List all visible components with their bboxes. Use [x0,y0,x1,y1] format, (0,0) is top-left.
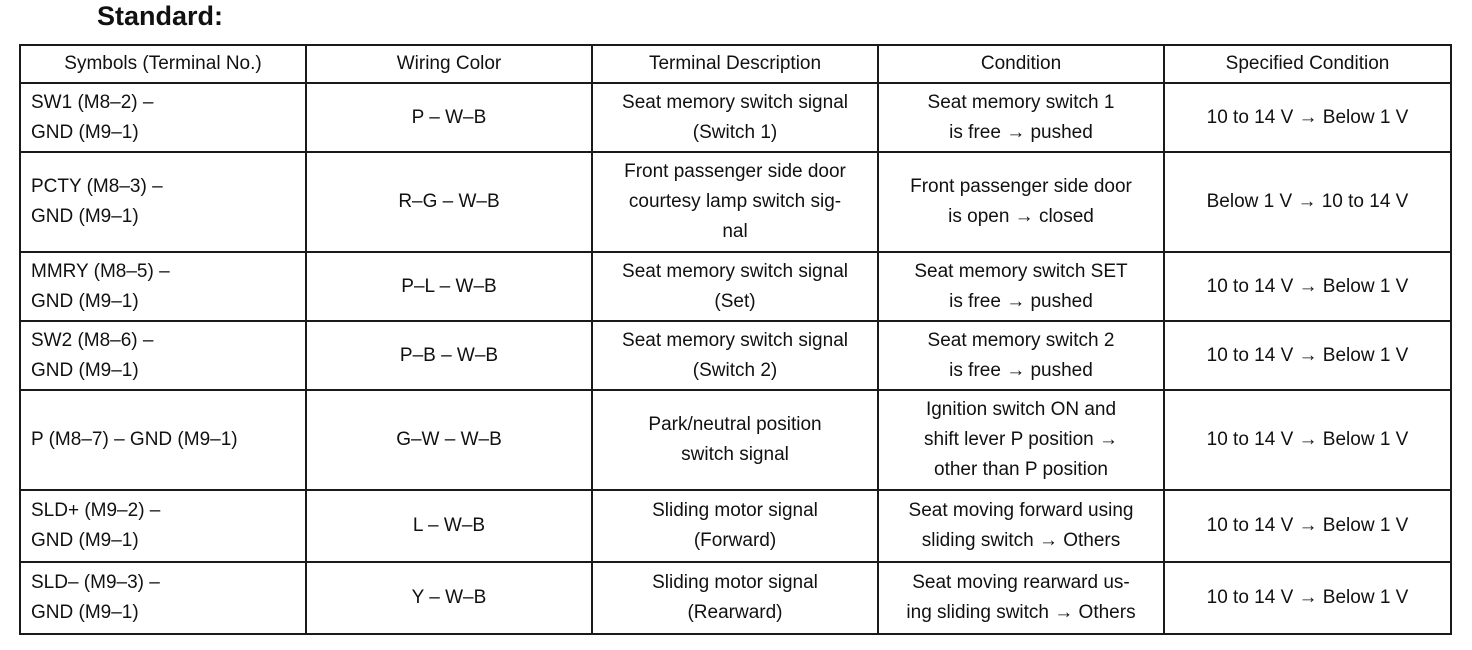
table-row [20,390,1451,490]
condition-cell: Seat moving rearward us- ing sliding switch → Others [878,562,1164,634]
symbol-cell: SW2 (M8–6) – GND (M9–1) [20,321,306,390]
specified-condition-cell: 10 to 14 V → Below 1 V [1164,562,1451,634]
specified-condition-cell: Below 1 V → 10 to 14 V [1164,152,1451,252]
description-cell: Sliding motor signal (Rearward) [592,562,878,634]
wiring-color-cell: P – W–B [306,83,592,152]
header-wiring-color: Wiring Color [306,45,592,83]
header-specified-condition: Specified Condition [1164,45,1451,83]
symbol-cell: P (M8–7) – GND (M9–1) [20,390,306,490]
standard-table [19,44,1452,635]
table-row [20,490,1451,562]
table-row [20,252,1451,321]
description-cell: Seat memory switch signal (Set) [592,252,878,321]
symbol-cell: SLD– (M9–3) – GND (M9–1) [20,562,306,634]
condition-cell: Seat memory switch SET is free → pushed [878,252,1164,321]
symbol-cell: SLD+ (M9–2) – GND (M9–1) [20,490,306,562]
specified-condition-cell: 10 to 14 V → Below 1 V [1164,83,1451,152]
description-cell: Seat memory switch signal (Switch 1) [592,83,878,152]
specified-condition-cell: 10 to 14 V → Below 1 V [1164,390,1451,490]
page-title: Standard: [97,1,224,31]
condition-cell: Seat moving forward using sliding switch → Others [878,490,1164,562]
header-symbols: Symbols (Terminal No.) [20,45,306,83]
description-cell: Sliding motor signal (Forward) [592,490,878,562]
condition-cell: Seat memory switch 2 is free → pushed [878,321,1164,390]
wiring-color-cell: G–W – W–B [306,390,592,490]
condition-cell: Seat memory switch 1 is free → pushed [878,83,1164,152]
wiring-color-cell: P–L – W–B [306,252,592,321]
symbol-cell: SW1 (M8–2) – GND (M9–1) [20,83,306,152]
specified-condition-cell: 10 to 14 V → Below 1 V [1164,252,1451,321]
wiring-color-cell: P–B – W–B [306,321,592,390]
wiring-color-cell: R–G – W–B [306,152,592,252]
header-terminal-description: Terminal Description [592,45,878,83]
symbol-cell: PCTY (M8–3) – GND (M9–1) [20,152,306,252]
condition-cell: Ignition switch ON and shift lever P position → other than P position [878,390,1164,490]
description-cell: Park/neutral position switch signal [592,390,878,490]
table-row [20,562,1451,634]
specified-condition-cell: 10 to 14 V → Below 1 V [1164,490,1451,562]
description-cell: Seat memory switch signal (Switch 2) [592,321,878,390]
table-row [20,152,1451,252]
specified-condition-cell: 10 to 14 V → Below 1 V [1164,321,1451,390]
header-condition: Condition [878,45,1164,83]
symbol-cell: MMRY (M8–5) – GND (M9–1) [20,252,306,321]
table-header-row [20,45,1451,83]
description-cell: Front passenger side door courtesy lamp switch sig- nal [592,152,878,252]
condition-cell: Front passenger side door is open → closed [878,152,1164,252]
table-row [20,321,1451,390]
wiring-color-cell: Y – W–B [306,562,592,634]
table-row [20,83,1451,152]
wiring-color-cell: L – W–B [306,490,592,562]
